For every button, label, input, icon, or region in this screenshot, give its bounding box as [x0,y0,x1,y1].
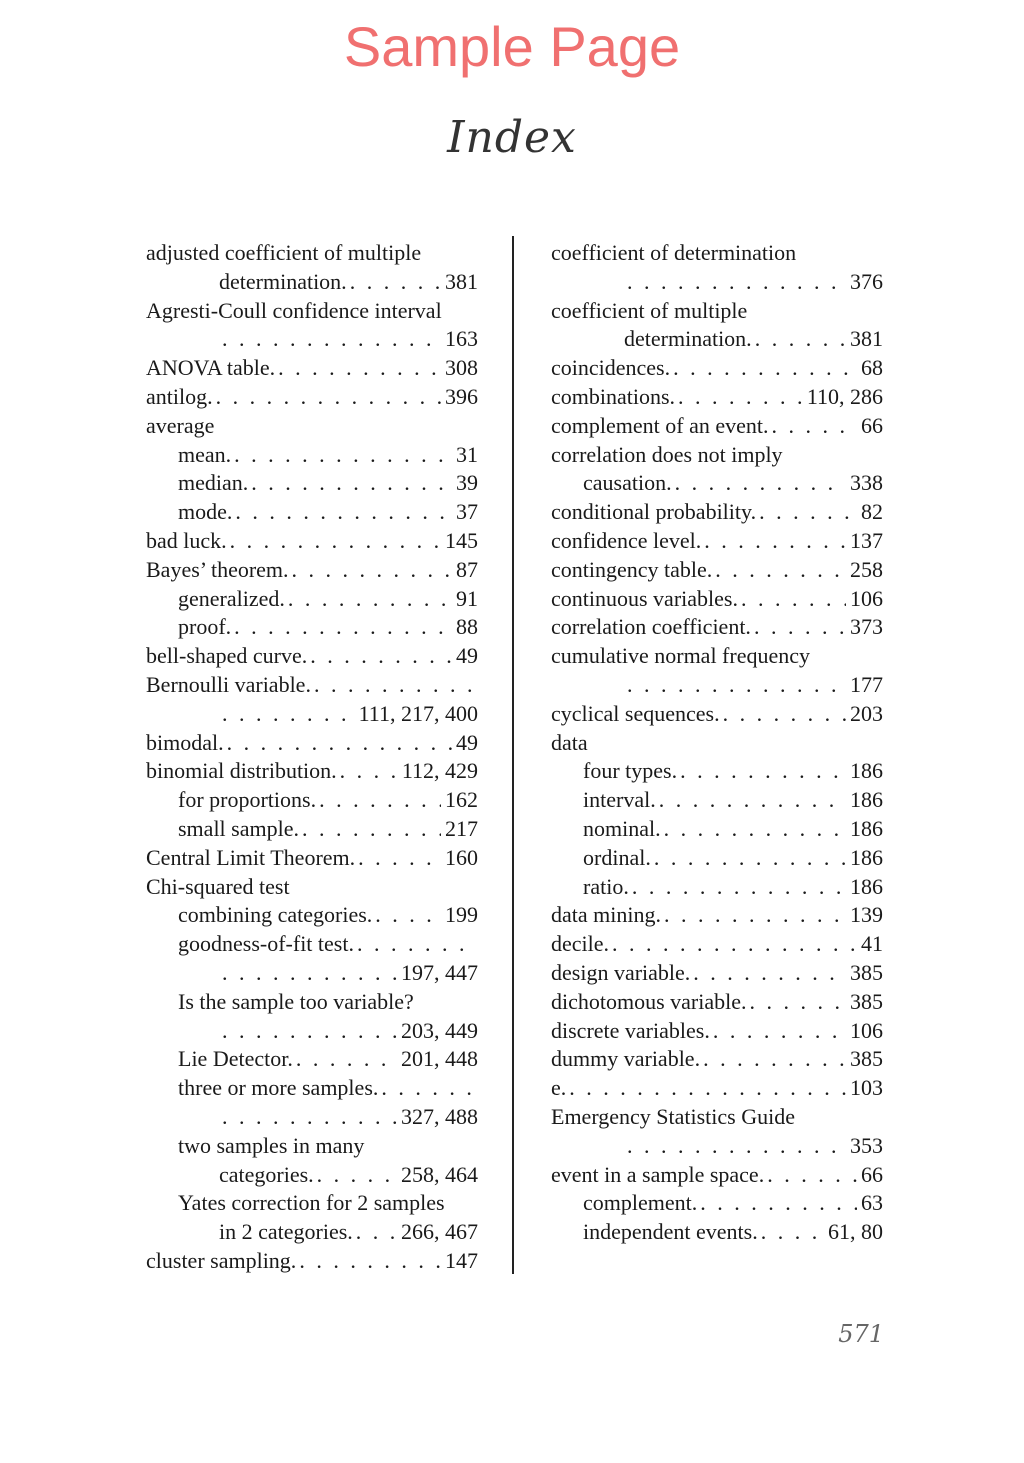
dot-leader [624,268,846,297]
index-page-ref: 385 [846,1045,883,1074]
index-entry [146,325,478,354]
index-entry [146,1132,478,1161]
index-page-ref: 37 [452,498,478,527]
index-page-ref: 162 [441,786,478,815]
index-page-ref: 186 [846,757,883,786]
index-term: combining categories. [178,902,373,928]
index-entry [146,642,478,671]
index-entry [146,700,478,729]
dot-leader [670,354,857,383]
index-term: Agresti-Coull confidence interval [146,297,442,323]
dot-leader [712,556,846,585]
index-entry [551,930,883,959]
dot-leader [677,757,846,786]
dot-leader [285,585,452,614]
index-term: coefficient of determination [551,240,797,265]
index-term: goodness-of-fit test. [178,931,354,957]
index-term: complement of an event. [551,412,769,438]
index-entry [146,786,478,815]
index-entry [551,585,883,614]
index-entry [551,729,883,758]
index-entry [551,1132,883,1161]
dot-leader [378,1074,474,1103]
index-term: data mining. [551,902,661,928]
index-term: Is the sample too variable? [178,988,414,1014]
index-entry [146,1045,478,1074]
index-page-ref: 186 [846,815,883,844]
index-term: average [146,412,215,438]
index-entry [146,469,478,498]
index-page-ref: 338 [846,469,883,498]
index-page-ref: 266, 467 [397,1218,478,1247]
dot-leader [231,613,452,642]
dot-leader [299,815,441,844]
index-entry [551,700,883,729]
index-entry [551,556,883,585]
index-page-ref: 68 [857,354,883,383]
index-term: e. [551,1075,567,1101]
index-page-ref: 186 [846,873,883,902]
index-page-ref: 163 [441,325,478,354]
index-term: determination. [219,268,347,294]
index-term: independent events. [583,1219,758,1245]
index-page-ref: 61, 80 [824,1218,883,1247]
index-term: contingency table. [551,556,713,582]
page-title: Index [447,112,577,163]
dot-leader [355,844,441,873]
index-entry [146,412,478,441]
dot-leader [307,642,452,671]
index-entry [146,988,478,1017]
index-term: three or more samples. [178,1075,379,1101]
index-page-ref: 139 [846,901,883,930]
index-entry [551,1045,883,1074]
index-entry [551,1017,883,1046]
dot-leader [697,1189,857,1218]
dot-leader [690,959,846,988]
index-term: nominal. [583,815,661,841]
index-entry [146,757,478,786]
index-term: Lie Detector. [178,1046,293,1072]
index-page-ref: 137 [846,527,883,556]
index-term: complement. [583,1190,698,1216]
index-entry [146,1218,478,1247]
index-term: ANOVA table. [146,355,276,381]
index-page-ref: 327, 488 [397,1103,478,1132]
index-entry [146,1247,478,1276]
dot-leader [372,901,441,930]
dot-leader [227,527,441,556]
index-entry [146,354,478,383]
index-entry [146,527,478,556]
index-page-ref: 66 [857,1161,883,1190]
index-entry [551,1218,883,1247]
dot-leader [738,585,846,614]
dot-leader [701,527,846,556]
index-term: dichotomous variable. [551,988,747,1014]
index-entry [551,901,883,930]
index-page-ref: 373 [846,613,883,642]
index-entry [551,383,883,412]
index-term: for proportions. [178,787,317,813]
dot-leader [316,786,441,815]
index-page-ref: 217 [441,815,478,844]
index-entry [146,498,478,527]
index-page-ref: 381 [846,325,883,354]
index-entry [551,239,883,268]
index-entry [551,873,883,902]
index-page-ref: 203 [846,700,883,729]
dot-leader [700,1045,846,1074]
dot-leader [219,700,355,729]
dot-leader [661,901,846,930]
dot-leader [624,1132,846,1161]
index-page-ref [474,1074,478,1103]
index-term: ratio. [583,873,629,899]
index-term: coefficient of multiple [551,297,748,323]
dot-leader [337,757,398,786]
index-entry [551,613,883,642]
dot-leader [232,498,452,527]
index-term: two samples in many [178,1132,365,1158]
index-entry [551,1074,883,1103]
dot-leader [720,700,846,729]
index-term: interval. [583,787,656,813]
index-entry [551,959,883,988]
index-term: generalized. [178,585,285,611]
index-page-ref [474,930,478,959]
index-entry [551,1189,883,1218]
index-term: correlation does not imply [551,441,783,467]
index-entry [146,1017,478,1046]
index-term: dummy variable. [551,1046,701,1072]
index-entry [146,1189,478,1218]
dot-leader [675,383,803,412]
index-entry [551,786,883,815]
dot-leader [566,1074,846,1103]
index-page-ref: 353 [846,1132,883,1161]
index-entry [551,412,883,441]
index-page-ref [474,671,478,700]
index-entry [146,815,478,844]
index-page-ref: 91 [452,585,478,614]
dot-leader [314,1161,397,1190]
index-page-ref: 87 [452,556,478,585]
index-page-ref: 88 [452,613,478,642]
index-page-ref: 197, 447 [397,959,478,988]
index-page-ref: 147 [441,1247,478,1276]
dot-leader [275,354,441,383]
dot-leader [751,613,846,642]
index-page-ref: 160 [441,844,478,873]
index-entry [146,729,478,758]
index-term: bimodal. [146,729,224,755]
index-page-ref: 103 [846,1074,883,1103]
index-page-ref: 258, 464 [397,1161,478,1190]
index-term: median. [178,470,249,496]
index-entry [551,325,883,354]
dot-leader [710,1017,846,1046]
dot-leader [296,1247,441,1276]
dot-leader [609,930,857,959]
index-page-ref: 385 [846,959,883,988]
index-term: small sample. [178,815,299,841]
index-term: confidence level. [551,527,702,553]
index-entry [146,613,478,642]
index-page-ref: 63 [857,1189,883,1218]
index-term: Bayes’ theorem. [146,556,289,582]
column-divider [512,236,514,1274]
index-entry [551,469,883,498]
dot-leader [224,729,452,758]
index-entry [146,556,478,585]
index-page-ref: 66 [857,412,883,441]
index-term: bell-shaped curve. [146,643,308,669]
index-entry [146,901,478,930]
index-page-ref: 106 [846,1017,883,1046]
index-entry [146,959,478,988]
index-entry [551,1103,883,1132]
index-entry [551,441,883,470]
dot-leader [293,1045,397,1074]
index-page-ref: 49 [452,642,478,671]
index-page-ref: 41 [857,930,883,959]
index-entry [551,988,883,1017]
index-term: data [551,729,588,755]
index-term: Chi-squared test [146,873,290,899]
dot-leader [219,325,441,354]
page-number: 571 [838,1320,884,1348]
dot-leader [354,930,474,959]
index-term: mean. [178,441,232,467]
index-entry [146,671,478,700]
index-term: antilog. [146,383,213,409]
index-term: Yates correction for 2 samples [178,1190,445,1216]
dot-leader [311,671,474,700]
dot-leader [661,815,846,844]
index-page-ref: 258 [846,556,883,585]
dot-leader [347,268,441,297]
index-page-ref: 31 [452,441,478,470]
index-entry [551,642,883,671]
index-term: in 2 categories. [219,1219,353,1245]
dot-leader [353,1218,397,1247]
index-entry [146,1103,478,1132]
dot-leader [768,412,857,441]
index-term: design variable. [551,959,691,985]
index-term: event in a sample space. [551,1161,765,1187]
index-page-ref: 82 [857,498,883,527]
index-term: bad luck. [146,527,227,553]
index-entry [146,585,478,614]
dot-leader [752,325,846,354]
index-entry [551,498,883,527]
index-page-ref: 186 [846,844,883,873]
index-entry [146,844,478,873]
index-term: cluster sampling. [146,1247,297,1273]
index-term: Bernoulli variable. [146,671,311,697]
index-page-ref: 381 [441,268,478,297]
index-entry [146,383,478,412]
sample-page-watermark: Sample Page [343,15,681,78]
index-entry [146,1161,478,1190]
index-entry [551,268,883,297]
index-term: coincidences. [551,355,671,381]
index-term: conditional probability. [551,499,757,525]
index-page-ref: 106 [846,585,883,614]
index-page-ref: 111, 217, 400 [355,700,478,729]
index-term: Emergency Statistics Guide [551,1103,795,1129]
index-entry [146,441,478,470]
index-entry [551,1161,883,1190]
index-entry [146,873,478,902]
index-column-right [551,239,883,1247]
index-page-ref: 112, 429 [398,757,478,786]
index-term: decile. [551,931,610,957]
index-entry [551,815,883,844]
dot-leader [624,671,846,700]
index-entry [551,527,883,556]
index-entry [551,844,883,873]
index-entry [146,239,478,268]
index-page-ref: 177 [846,671,883,700]
index-entry [146,268,478,297]
index-page-ref: 396 [441,383,478,412]
index-entry [146,297,478,326]
index-term: binomial distribution. [146,758,337,784]
index-entry [551,757,883,786]
dot-leader [764,1161,857,1190]
dot-leader [289,556,452,585]
index-page-ref: 376 [846,268,883,297]
index-term: Central Limit Theorem. [146,844,356,870]
dot-leader [758,1218,824,1247]
index-page-ref: 110, 286 [803,383,883,412]
index-entry [551,354,883,383]
dot-leader [231,441,452,470]
dot-leader [248,469,452,498]
index-page-ref: 308 [441,354,478,383]
index-term: combinations. [551,383,676,409]
dot-leader [219,1017,397,1046]
index-entry [146,1074,478,1103]
dot-leader [219,959,397,988]
dot-leader [213,383,441,412]
index-page-ref: 201, 448 [397,1045,478,1074]
dot-leader [747,988,846,1017]
index-term: cumulative normal frequency [551,643,811,669]
index-term: cyclical sequences. [551,700,720,726]
index-term: mode. [178,499,233,525]
index-page-ref: 145 [441,527,478,556]
dot-leader [651,844,846,873]
index-page-ref: 39 [452,469,478,498]
index-term: proof. [178,614,232,640]
index-term: determination. [624,326,752,352]
index-term: four types. [583,758,678,784]
index-page-ref: 186 [846,786,883,815]
index-term: causation. [583,470,672,496]
dot-leader [656,786,846,815]
index-entry [551,671,883,700]
index-entry [146,930,478,959]
index-page-ref: 199 [441,901,478,930]
index-term: adjusted coefficient of multiple [146,240,422,265]
dot-leader [629,873,846,902]
index-page-ref: 203, 449 [397,1017,478,1046]
index-term: categories. [219,1161,314,1187]
index-page-ref: 385 [846,988,883,1017]
index-term: correlation coefficient. [551,614,751,640]
index-page-ref: 49 [452,729,478,758]
index-column-left [146,239,478,1276]
dot-leader [672,469,846,498]
index-term: discrete variables. [551,1017,710,1043]
index-term: continuous variables. [551,585,738,611]
dot-leader [756,498,857,527]
dot-leader [219,1103,397,1132]
index-term: ordinal. [583,844,651,870]
index-entry [551,297,883,326]
